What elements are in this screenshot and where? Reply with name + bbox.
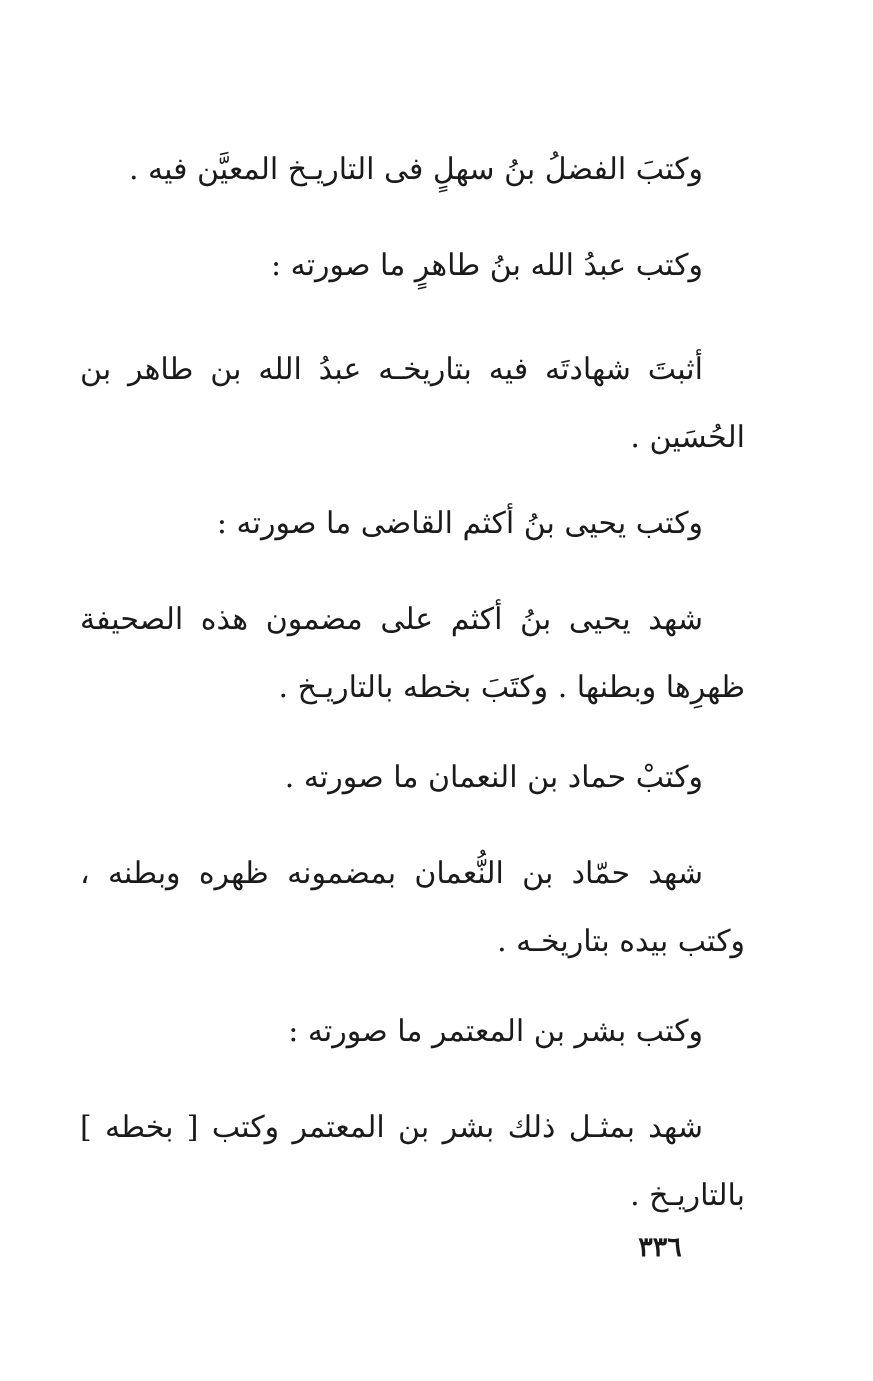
paragraph-2: وكتب عبدُ الله بنُ طاهرٍ ما صورته : <box>270 248 703 283</box>
page-number: ٣٣٦ <box>638 1232 682 1263</box>
paragraph-7: شهد حمّاد بن النُّعمان بمضمونه ظهره وبطنه ، وكتب بيده بتاريخـه . <box>80 856 745 959</box>
paragraph-3: أثبتَ شهادتَه فيه بتاريخـه عبدُ الله بن طاهر بن الحُسَين . <box>80 352 745 455</box>
paragraph-8: وكتب بشر بن المعتمر ما صورته : <box>288 1014 703 1049</box>
paragraph-5: شهد يحيى بنُ أكثم على مضمون هذه الصحيفة ظهرِها وبطنها . وكتَبَ بخطه بالتاريـخ . <box>80 602 745 705</box>
paragraph-4: وكتب يحيى بنُ أكثم القاضى ما صورته : <box>216 506 703 541</box>
paragraph-9: شهد بمثـل ذلك بشر بن المعتمر وكتب [ بخطه ] بالتاريـخ . <box>80 1110 745 1213</box>
paragraph-6: وكتبْ حماد بن النعمان ما صورته . <box>284 760 703 795</box>
paragraph-1: وكتبَ الفضلُ بنُ سهلٍ فى التاريـخ المعيَّن فيه . <box>128 152 703 187</box>
